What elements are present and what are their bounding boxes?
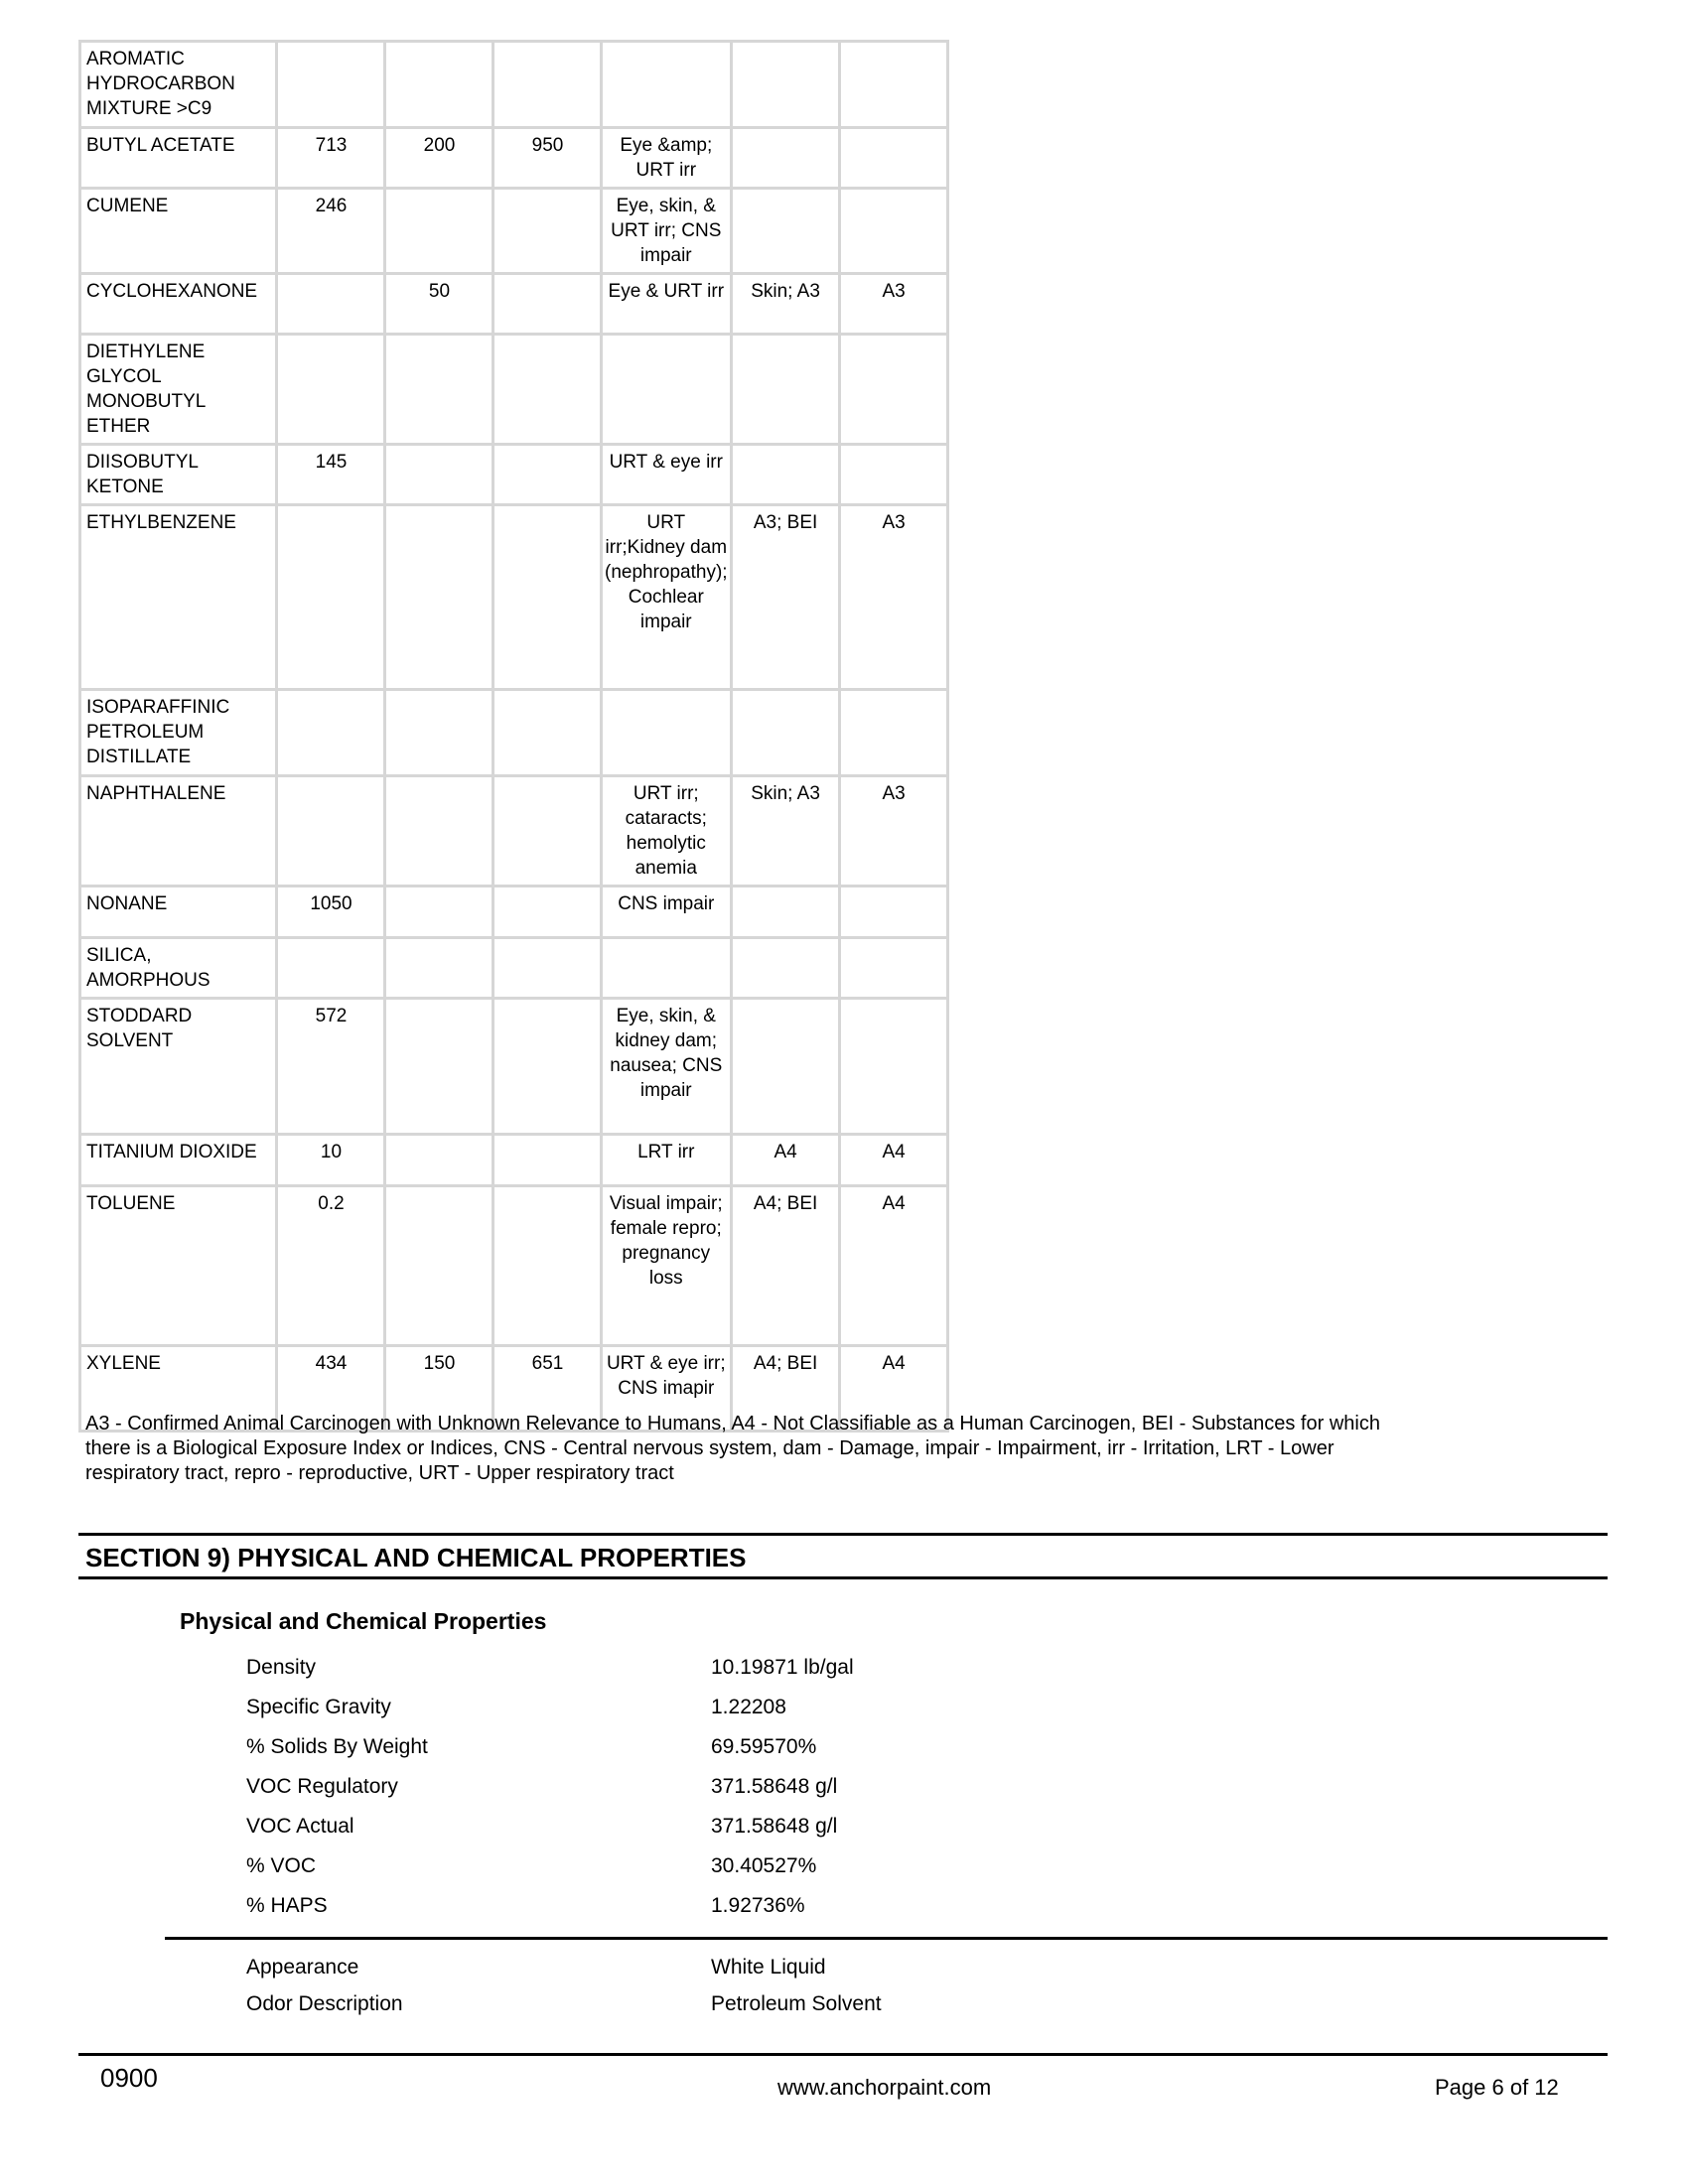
section-title: SECTION 9) PHYSICAL AND CHEMICAL PROPERTIES	[85, 1543, 747, 1572]
table-row	[80, 776, 948, 887]
health-effects: URT & eye irr; CNS imapir	[606, 1353, 726, 1399]
property-label: Specific Gravity	[246, 1696, 391, 1718]
notation-col6: A4	[882, 1193, 906, 1214]
table-row	[80, 1186, 948, 1346]
legend-line: respiratory tract, repro - reproductive, URT - Upper respiratory tract	[85, 1462, 674, 1484]
value-col1: 434	[315, 1353, 348, 1374]
notation-col6: A3	[882, 281, 906, 302]
notation-col6: A3	[882, 783, 906, 804]
value-col1: 0.2	[318, 1193, 345, 1214]
chemical-name: AROMATIC HYDROCARBON MIXTURE >C9	[86, 49, 235, 119]
chemical-name: NAPHTHALENE	[86, 783, 226, 804]
table-row	[80, 938, 948, 999]
health-effects: Eye, skin, & URT irr; CNS impair	[611, 196, 722, 266]
health-effects: URT irr; cataracts; hemolytic anemia	[625, 783, 707, 879]
notation-col6: A3	[882, 512, 906, 533]
notation-col5: A4; BEI	[753, 1353, 818, 1374]
notation-col5: Skin; A3	[751, 281, 820, 302]
chemical-name: CUMENE	[86, 196, 169, 216]
chemical-name: DIETHYLENE GLYCOL MONOBUTYL ETHER	[86, 341, 206, 437]
property-value: 371.58648 g/l	[711, 1775, 838, 1798]
property-label: % VOC	[246, 1854, 317, 1877]
property-value: 371.58648 g/l	[711, 1815, 838, 1838]
table-row	[80, 128, 948, 189]
footer-rule	[78, 2053, 1608, 2056]
chemical-name: SILICA, AMORPHOUS	[86, 945, 211, 991]
property-row	[246, 1735, 1537, 1765]
health-effects: Eye &amp; URT irr	[620, 135, 713, 181]
property-label: Odor Description	[246, 1992, 403, 2015]
health-effects: LRT irr	[637, 1142, 695, 1162]
property-value: 1.22208	[711, 1696, 786, 1718]
value-col1: 10	[320, 1142, 343, 1162]
property-value: 1.92736%	[711, 1894, 805, 1917]
chemical-name: BUTYL ACETATE	[86, 135, 235, 156]
health-effects: CNS impair	[618, 893, 715, 914]
table-row	[80, 1135, 948, 1186]
abbreviation-legend	[85, 1412, 1565, 1486]
property-value: 30.40527%	[711, 1854, 817, 1877]
property-row	[246, 1854, 1537, 1884]
footer-product-code: 0900	[100, 2063, 158, 2093]
notation-col5: Skin; A3	[751, 783, 820, 804]
value-col1: 1050	[310, 893, 352, 914]
chemical-name: ETHYLBENZENE	[86, 512, 236, 533]
value-col1: 246	[315, 196, 348, 216]
property-label: Appearance	[246, 1956, 359, 1979]
value-col1: 713	[315, 135, 348, 156]
section-top-rule	[78, 1533, 1608, 1536]
chemical-name: NONANE	[86, 893, 168, 914]
property-label: % HAPS	[246, 1894, 328, 1917]
value-col2: 150	[423, 1353, 456, 1374]
health-effects: URT & eye irr	[609, 452, 723, 473]
odor-row	[246, 1992, 1537, 2022]
property-value: 10.19871 lb/gal	[711, 1656, 854, 1679]
property-label: % Solids By Weight	[246, 1735, 428, 1758]
table-row	[80, 887, 948, 938]
notation-col6: A4	[882, 1142, 906, 1162]
legend-line: there is a Biological Exposure Index or Indices, CNS - Central nervous system, dam - Damage, impair - Impairment, irr - Irritation, LRT - Lower	[85, 1437, 1335, 1459]
property-value: White Liquid	[711, 1956, 826, 1979]
value-col2: 50	[428, 281, 451, 302]
notation-col6: A4	[882, 1353, 906, 1374]
table-row	[80, 505, 948, 690]
chemical-name: TITANIUM DIOXIDE	[86, 1142, 257, 1162]
health-effects: URT irr;Kidney dam (nephropathy); Cochlear impair	[605, 512, 728, 632]
property-row	[246, 1656, 1537, 1686]
property-row	[246, 1775, 1537, 1805]
table-row	[80, 445, 948, 505]
property-label: VOC Actual	[246, 1815, 354, 1838]
table-row	[80, 189, 948, 274]
notation-col5: A4	[774, 1142, 797, 1162]
notation-col5: A3; BEI	[753, 512, 818, 533]
value-col3: 950	[531, 135, 564, 156]
property-label: VOC Regulatory	[246, 1775, 398, 1798]
value-col1: 572	[315, 1006, 348, 1026]
chemical-name: CYCLOHEXANONE	[86, 281, 258, 302]
exposure-limits-table	[78, 40, 949, 1433]
value-col2: 200	[423, 135, 456, 156]
subsection-title: Physical and Chemical Properties	[180, 1608, 547, 1634]
table-row	[80, 335, 948, 445]
value-col1: 145	[315, 452, 348, 473]
table-row	[80, 690, 948, 776]
health-effects: Eye & URT irr	[608, 281, 725, 302]
chemical-name: STODDARD SOLVENT	[86, 1006, 193, 1051]
section-bottom-rule	[78, 1576, 1608, 1579]
property-value: 69.59570%	[711, 1735, 817, 1758]
property-label: Density	[246, 1656, 317, 1679]
legend-line: A3 - Confirmed Animal Carcinogen with Unknown Relevance to Humans, A4 - Not Classifiable as a Human Carcinogen, BEI - Substances for which	[85, 1413, 1380, 1434]
notation-col5: A4; BEI	[753, 1193, 818, 1214]
table-row	[80, 42, 948, 128]
property-row	[246, 1815, 1537, 1844]
chemical-name: TOLUENE	[86, 1193, 176, 1214]
footer-page-number: Page 6 of 12	[1435, 2075, 1559, 2100]
chemical-name: DIISOBUTYL KETONE	[86, 452, 199, 497]
property-row	[246, 1894, 1537, 1924]
chemical-name: ISOPARAFFINIC PETROLEUM DISTILLATE	[86, 697, 230, 767]
value-col3: 651	[531, 1353, 564, 1374]
table-row	[80, 999, 948, 1135]
properties-divider	[165, 1937, 1608, 1940]
health-effects: Visual impair; female repro; pregnancy loss	[609, 1193, 723, 1289]
health-effects: Eye, skin, & kidney dam; nausea; CNS impair	[610, 1006, 723, 1101]
chemical-name: XYLENE	[86, 1353, 161, 1374]
table-row	[80, 274, 948, 335]
footer-website-link[interactable]: www.anchorpaint.com	[777, 2075, 992, 2100]
appearance-row	[246, 1956, 1537, 1985]
property-row	[246, 1696, 1537, 1725]
property-value: Petroleum Solvent	[711, 1992, 882, 2015]
